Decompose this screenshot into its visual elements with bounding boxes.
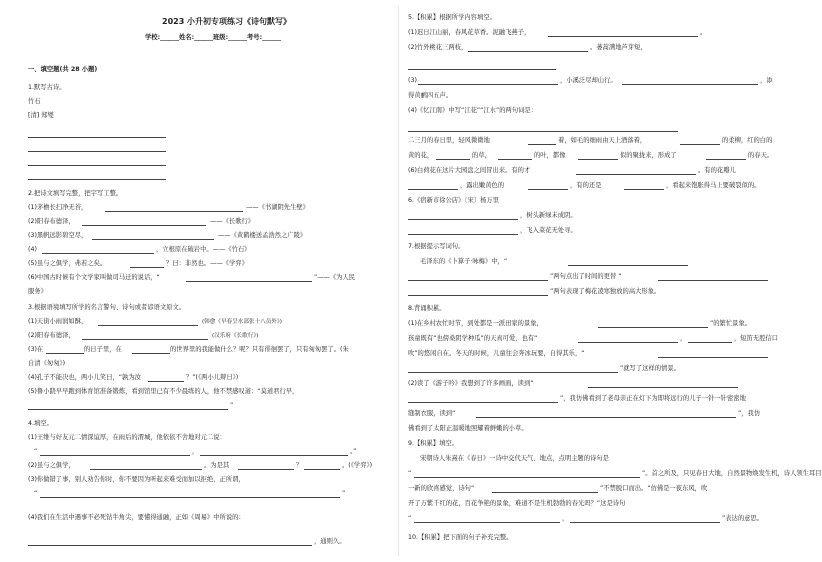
q4-item-2-mid: 。为是其 bbox=[204, 462, 230, 469]
q5-item-6-c: ，露出嫩黄色的 bbox=[460, 182, 505, 189]
q6-line-1: ，树头新绿未成阴。 bbox=[520, 212, 577, 219]
q2-item-6-source-cont: 服务》 bbox=[28, 288, 47, 295]
answer-line[interactable] bbox=[680, 144, 720, 145]
q3-item-4-source: ？”(《两小儿辩日》) bbox=[186, 374, 239, 381]
question-2: 2.把诗文填写完整，把字写工整。 bbox=[28, 190, 123, 197]
q5-item-5-e: 的草， bbox=[472, 152, 491, 159]
q2-item-5-text: ？曰：非然也。——《学弈》 bbox=[166, 260, 248, 267]
answer-line[interactable] bbox=[408, 280, 548, 281]
q6-line-2: ，飞入菜花无处寻。 bbox=[520, 227, 577, 234]
q2-item-3-source: ——《黄鹤楼送孟浩然之广陵》 bbox=[218, 232, 307, 239]
answer-line[interactable] bbox=[436, 159, 470, 160]
q5-item-3-cont: 得黄鹂四五声。 bbox=[408, 92, 453, 99]
question-4: 4.填空。 bbox=[28, 420, 53, 427]
q5-item-5-b: 着，如毛的细雨由天上酒落着， bbox=[558, 137, 647, 144]
q9-comma: ， bbox=[562, 515, 569, 522]
q7-text-2: ”两句点出了时间的更替 “ bbox=[550, 273, 622, 280]
q5-item-5-h: 的春天。 bbox=[748, 152, 774, 159]
answer-line[interactable] bbox=[82, 339, 208, 340]
q3-item-5: (5)鲁小跷早早跑到体育馆准备锻炼，看到馆里已有不少晨练的人，他不禁感叹道：“莫道君行早， bbox=[28, 388, 299, 395]
answer-line[interactable] bbox=[408, 372, 618, 373]
poem-author: [清] 郑燮 bbox=[28, 112, 54, 119]
q9-text-3: 一新的欣喜感觉，诗句“ bbox=[408, 485, 475, 492]
q4-item-1-open: “ bbox=[34, 448, 38, 455]
q5-item-6-e: ，看起来饱胀得马上要破裂似的。 bbox=[666, 182, 761, 189]
student-info-line: 学校:______姓名:______班级:______考号:______ bbox=[145, 34, 282, 41]
q9-open: “ bbox=[408, 470, 412, 477]
question-1: 1.默写古诗。 bbox=[28, 84, 66, 91]
q5-item-3-mid: ，小溪泛尽却山行。 bbox=[560, 77, 617, 84]
answer-line[interactable] bbox=[578, 159, 618, 160]
q9-text-5: 开了万紫千红的花，百花争艳的景象，难道不是生机勃勃的春光吗？”这是诗句 bbox=[408, 500, 626, 507]
q5-item-5-c: 的柔柳，红的白的 bbox=[722, 137, 773, 144]
answer-line[interactable] bbox=[578, 342, 678, 343]
q8-item-1-d: ，短笛无腔信口 bbox=[734, 335, 779, 342]
q2-item-1-source: ——《书湖阴先生壁》 bbox=[246, 204, 309, 211]
q8-item-1-end: ”的繁忙景象。 bbox=[710, 320, 752, 327]
answer-line[interactable] bbox=[200, 455, 348, 456]
q8-item-1-e: 吹”的悠闲自在。冬天的时候，儿童往会奔冰玩要，自得其乐，“ bbox=[408, 350, 585, 357]
answer-line[interactable] bbox=[576, 174, 696, 175]
answer-line[interactable] bbox=[90, 469, 202, 470]
q4-item-4: (4)我们在生活中遇事不必死钻牛角尖，要懂得通融，正如《周易》中所说的： bbox=[28, 514, 245, 521]
section-heading: 一、填空题(共 28 小题) bbox=[28, 66, 98, 73]
answer-line[interactable] bbox=[408, 69, 556, 70]
answer-line[interactable] bbox=[28, 137, 166, 138]
q3-item-2-source: (汉乐府《长歌行》) bbox=[212, 333, 259, 339]
q5-item-5-g: 似的聚拢来，形成了 bbox=[620, 152, 677, 159]
answer-line[interactable] bbox=[132, 353, 170, 354]
q9-text-4: ”不禁脱口而出。“仿佛是一夜东风，吹 bbox=[600, 485, 708, 492]
answer-line[interactable] bbox=[28, 409, 228, 410]
q5-item-5-f: 的叶，都像 bbox=[534, 152, 566, 159]
answer-line[interactable] bbox=[570, 522, 720, 523]
answer-line[interactable] bbox=[658, 357, 768, 358]
q4-item-2-q: ？ bbox=[296, 462, 303, 469]
q5-item-6-d: ，有的还是 bbox=[570, 182, 602, 189]
q2-item-6-source: ”——《为人民 bbox=[314, 274, 356, 281]
q3-item-1: (1)天街小雨润如酥， bbox=[28, 318, 88, 325]
answer-line[interactable] bbox=[528, 189, 568, 190]
answer-line[interactable] bbox=[418, 84, 558, 85]
answer-line[interactable] bbox=[304, 469, 340, 470]
q9-open-2: “ bbox=[408, 515, 412, 522]
q3-item-4: (4)孔子不能决也，两小儿笑曰，“孰为汝 bbox=[28, 374, 141, 381]
answer-line[interactable] bbox=[476, 417, 736, 418]
q2-item-3: (3)黑帆远影碧空尽， bbox=[28, 232, 88, 239]
answer-line[interactable] bbox=[622, 84, 758, 85]
answer-line[interactable] bbox=[92, 239, 214, 240]
q8-item-1: (1)在乡村农忙时节，到处都是一派田家的景象， bbox=[408, 320, 543, 327]
answer-line[interactable] bbox=[42, 253, 154, 254]
q7-text-3: ”两句表现了梅花凌寒独放的高大形象。 bbox=[550, 288, 661, 295]
q4-item-1: (1)王维与好友元二情深谊厚，在雨后的渭城，他依依不舍地对元二说： bbox=[28, 434, 226, 441]
answer-line[interactable] bbox=[28, 179, 166, 180]
answer-line[interactable] bbox=[28, 165, 166, 166]
poem-title: 竹石 bbox=[28, 98, 41, 105]
answer-line[interactable] bbox=[408, 189, 458, 190]
answer-line[interactable] bbox=[414, 522, 560, 523]
q5-item-5-d: 黄的花， bbox=[408, 152, 434, 159]
q9-text-2: ”。首之所及，只见春日大地，自然景物焕发生机，诗人领生耳目 bbox=[642, 470, 822, 477]
q8-item-2-d: ”，我仿 bbox=[738, 410, 761, 417]
answer-line[interactable] bbox=[498, 159, 532, 160]
answer-line[interactable] bbox=[130, 267, 164, 268]
question-5: 5.【积累】根据所学内容填空。 bbox=[408, 14, 496, 21]
q2-item-2-source: ——《长歌行》 bbox=[210, 218, 255, 225]
q5-item-6-b: 。有的花瓣儿 bbox=[698, 167, 736, 174]
q3-item-3: (3)在 bbox=[28, 346, 44, 353]
q9-text-1: 宋朝诗人朱熹在《春日》一诗中交代天气、地点，点明主题的诗句是 bbox=[420, 455, 609, 462]
answer-line[interactable] bbox=[492, 492, 598, 493]
answer-line[interactable] bbox=[688, 342, 732, 343]
answer-line[interactable] bbox=[408, 131, 678, 132]
question-9: 9.【积累】填空。 bbox=[408, 440, 459, 447]
q4-item-1-close: 。” bbox=[350, 448, 357, 455]
answer-line[interactable] bbox=[46, 353, 84, 354]
q5-item-4: (4)《忆江南》中写“江花”“江水”的两句词是： bbox=[408, 107, 538, 114]
question-3: 3.根据语境填写所学的名言警句、诗句或者谚语文原文。 bbox=[28, 304, 186, 311]
q2-item-6: (6)中国古时候有个文学家叫做司马迁的说话，“ bbox=[28, 274, 160, 281]
answer-line[interactable] bbox=[414, 477, 640, 478]
answer-line[interactable] bbox=[98, 325, 198, 326]
q8-item-2-b: ”，我仿佛看到了老母亲正在灯下为即将远行的儿子一针一针密密地 bbox=[560, 395, 746, 402]
q2-item-4: (4) bbox=[28, 246, 37, 253]
answer-line[interactable] bbox=[468, 51, 588, 52]
answer-line[interactable] bbox=[186, 281, 312, 282]
q4-item-2-source: 。(《学弈》) bbox=[342, 462, 373, 469]
q2-item-4-text: ，立根原在破岩中。——《竹石》 bbox=[156, 246, 251, 253]
q3-item-3-source: 自清《匆匆》) bbox=[28, 360, 66, 367]
q5-item-3-add: ，添 bbox=[760, 77, 773, 84]
q8-item-1-b: 孩童既有“也傍桑阴学种瓜”的天真可爱，也有“ bbox=[408, 335, 538, 342]
q5-item-2: (2)竹外桃花三两枝， bbox=[408, 44, 468, 51]
q5-item-1: (1)迟日江山丽，春风花草香。泥融飞燕子， bbox=[408, 29, 531, 36]
q5-item-1-end: 。 bbox=[700, 29, 707, 36]
answer-line[interactable] bbox=[408, 295, 548, 296]
answer-line[interactable] bbox=[548, 36, 698, 37]
q3-item-1-source: (韩愈《早春呈水部张十八员外》) bbox=[202, 319, 282, 325]
q2-item-2: (2)阳春布德泽， bbox=[28, 218, 75, 225]
answer-line[interactable] bbox=[28, 151, 166, 152]
answer-line[interactable] bbox=[706, 159, 746, 160]
q2-item-5: (5)虽与之俱学，弗若之矣。 bbox=[28, 260, 107, 267]
q8-item-2-e: 佛看到了太阳正温暖地照耀着鲜嫩的小草。 bbox=[408, 425, 528, 432]
q8-item-2: (2)读了《游子吟》我想到了许多画面，读到“ bbox=[408, 380, 534, 387]
answer-line[interactable] bbox=[148, 381, 184, 382]
answer-line[interactable] bbox=[408, 219, 518, 220]
question-8: 8.背诵积累。 bbox=[408, 305, 446, 312]
q4-item-3-close: ” bbox=[342, 490, 346, 497]
q4-item-3: (3)你做错了事，别人劝告你时，你不要因为听起来难受而加以拒绝，正所谓， bbox=[28, 476, 245, 483]
q5-item-5: 二三月的春日里，轻风微微地 bbox=[408, 137, 490, 144]
column-divider bbox=[398, 6, 399, 556]
q2-item-1: (1)茅檐长扫净无苔， bbox=[28, 204, 88, 211]
answer-line[interactable] bbox=[40, 455, 190, 456]
q3-item-2: (2)阳春布德泽， bbox=[28, 332, 75, 339]
answer-line[interactable] bbox=[528, 144, 556, 145]
question-10: 10.【积累】把下面的句子补充完整。 bbox=[408, 534, 513, 541]
answer-line[interactable] bbox=[598, 327, 708, 328]
answer-line[interactable] bbox=[408, 234, 518, 235]
answer-line[interactable] bbox=[105, 211, 243, 212]
q8-item-2-c: 缝制衣服，读到“ bbox=[408, 410, 456, 417]
q4-item-4-end: ，通则久。 bbox=[314, 538, 346, 545]
answer-line[interactable] bbox=[624, 189, 664, 190]
q4-item-3-open: “ bbox=[34, 490, 38, 497]
q4-item-2: (2)虽与之俱学， bbox=[28, 462, 75, 469]
q3-item-3-text-b: 的世界里的我能做什么？呢？只有徘徊罢了，只有匆匆罢了。(朱 bbox=[170, 346, 349, 353]
q9-text-6: ”表达的意思。 bbox=[722, 515, 764, 522]
answer-line[interactable] bbox=[408, 402, 558, 403]
answer-line[interactable] bbox=[40, 497, 340, 498]
question-6: 6.《宿新市徐公店》〔宋〕杨万里 bbox=[408, 197, 500, 204]
answer-line[interactable] bbox=[28, 545, 312, 546]
answer-line[interactable] bbox=[658, 280, 768, 281]
q5-item-3: (3) bbox=[408, 77, 417, 84]
answer-line[interactable] bbox=[238, 469, 294, 470]
answer-line[interactable] bbox=[568, 265, 688, 266]
q5-item-2-mid: 。蒌蒿满地芦芽短， bbox=[590, 44, 647, 51]
answer-line[interactable] bbox=[588, 387, 738, 388]
q8-item-1-f: ”就写了这样的情景。 bbox=[620, 365, 680, 372]
q4-item-1-comma: ， bbox=[192, 448, 199, 455]
q5-item-6: (6)白荷花在这片大园盘之间冒出来。有的才 bbox=[408, 167, 531, 174]
q3-item-3-text-a: 的日子里，在 bbox=[84, 346, 122, 353]
page-title: 2023 小升初专项练习《诗句默写》 bbox=[162, 17, 292, 26]
answer-line[interactable] bbox=[82, 225, 206, 226]
q8-item-1-c: ， bbox=[680, 335, 687, 342]
q7-text-1: 毛泽东的《卜算子·咏梅》中，“ bbox=[420, 258, 508, 265]
q3-item-5-end: ” bbox=[230, 402, 234, 409]
question-7: 7.根据提示写词句。 bbox=[408, 243, 465, 250]
